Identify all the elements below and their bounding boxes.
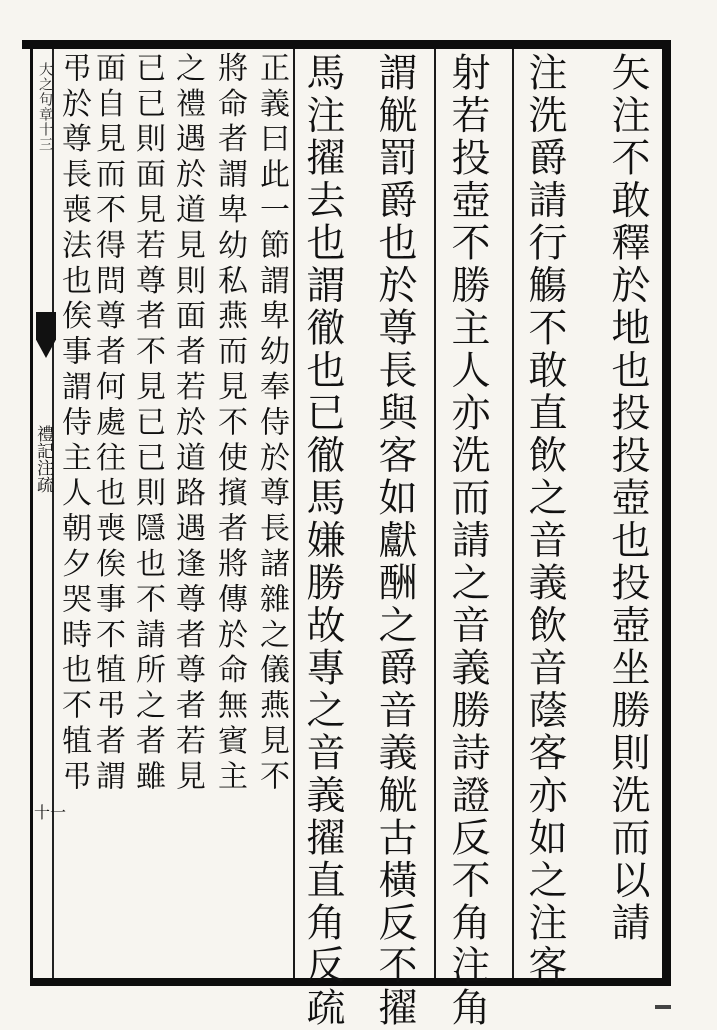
column-divider: [512, 49, 514, 978]
commentary-column-6: 弔於尊長喪法也俟事謂侍主人朝夕哭時也不犆弔: [56, 52, 91, 796]
commentary-column-4: 已已則面見若尊者不見已已則隱也不請所之者雖: [130, 52, 165, 796]
text-column-1: 矢注不敢釋於地也投投壺也投壺坐勝則洗而以請: [605, 52, 650, 945]
leaf-number: 十一: [34, 803, 67, 822]
page-frame-right: [662, 40, 671, 986]
text-column-3: 射若投壺不勝主人亦洗而請之音義勝詩證反不角注角: [445, 52, 490, 1030]
commentary-column-1: 正義曰此一節謂卑幼奉侍於尊長諸雜之儀燕見不: [254, 52, 289, 796]
page-frame-top: [22, 40, 670, 49]
book-title: 禮記注疏: [33, 425, 53, 493]
chapter-marker: 大之句章十三: [37, 62, 53, 152]
page-frame-bottom: [30, 978, 670, 986]
column-divider: [434, 49, 436, 978]
commentary-column-5: 面自見而不得問尊者何處往也喪俟事不犆弔者謂: [90, 52, 125, 796]
text-column-4: 謂觥罰爵也於尊長與客如獻酬之爵音義觥古橫反不擢: [372, 52, 417, 1030]
column-divider: [293, 49, 295, 978]
block-margin-column: [30, 49, 54, 978]
commentary-column-3: 之禮遇於道見則面者若於道路遇逢尊者尊者若見: [170, 52, 205, 796]
text-column-2: 注洗爵請行觴不敢直飲之音義飲音蔭客亦如之注客: [522, 52, 567, 987]
text-column-5: 馬注擢去也謂徹也已徹馬嫌勝故專之音義擢直角反疏: [300, 52, 345, 1030]
scan-mark: [655, 1005, 671, 1009]
commentary-column-2: 將命者謂卑幼私燕而見不使擯者將傳於命無賓主: [212, 52, 247, 796]
